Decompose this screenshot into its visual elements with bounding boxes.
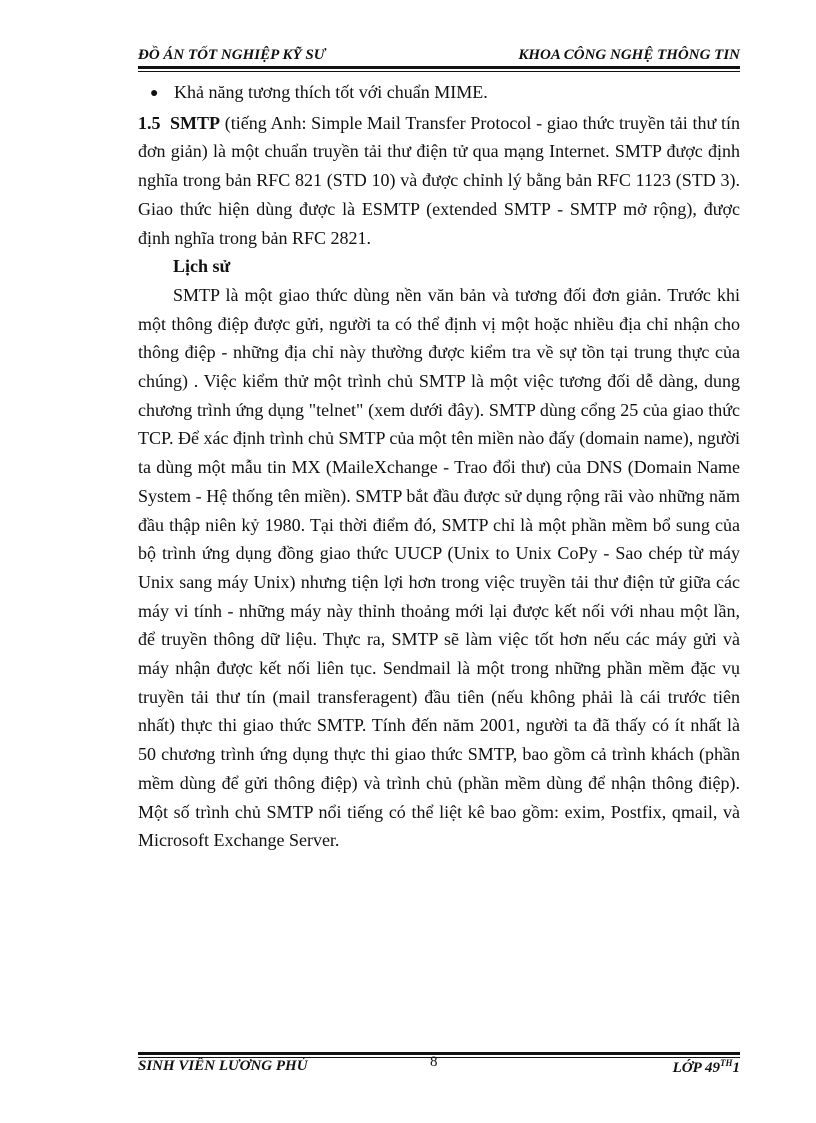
section-paragraph: [138, 109, 740, 253]
header-rule-thick: [138, 66, 740, 69]
page-number: 8: [430, 1054, 438, 1070]
header-right-text: KHOA CÔNG NGHỆ THÔNG TIN: [518, 47, 740, 63]
section-text: (tiếng Anh: Simple Mail Transfer Protocol - giao thức truyền tải thư tín đơn giản) là một chuẩn truyền tải thư điện tử qua mạng Internet. SMTP được định nghĩa trong bản RFC 821 (STD 10) và được chỉnh lý bằng bản RFC 1123 (STD 3). Giao thức hiện dùng được là ESMTP (extended SMTP - SMTP mở rộng), được định nghĩa trong bản RFC 2821.: [138, 112, 740, 248]
body-content: [138, 78, 740, 855]
history-paragraph: SMTP là một giao thức dùng nền văn bản và tương đối đơn giản. Trước khi một thông điệp được gửi, người ta có thể định vị một hoặc nhiều địa chỉ nhận cho thông điệp - những địa chỉ này thường được kiểm tra về sự tồn tại trung thực của chúng) . Việc kiểm thử một trình chủ SMTP là một việc tương đối dễ dàng, dung chương trình ứng dụng "telnet" (xem dưới đây). SMTP dùng cổng 25 của giao thức TCP. Để xác định trình chủ SMTP của một tên miền nào đấy (domain name), người ta dùng một mẫu tin MX (MaileXchange - Trao đổi thư) của DNS (Domain Name System - Hệ thống tên miền). SMTP bắt đầu được sử dụng rộng rãi vào những năm đầu thập niên kỷ 1980. Tại thời điểm đó, SMTP chỉ là một phần mềm bổ sung của bộ trình ứng dụng đồng giao thức UUCP (Unix to Unix CoPy - Sao chép từ máy Unix sang máy Unix) nhưng tiện lợi hơn trong việc truyền tải thư điện tử giữa các máy vi tính - những máy này thỉnh thoảng mới lại được kết nối với nhau một lần, để truyền thông dữ liệu. Thực ra, SMTP sẽ làm việc tốt hơn nếu các máy gửi và máy nhận được kết nối liên tục. Sendmail là một trong những phần mềm đặc vụ truyền tải thư tín (mail transferagent) đầu tiên (nếu không phải là cái trước tiên nhất) thực thi giao thức SMTP. Tính đến năm 2001, người ta đã thấy có ít nhất là 50 chương trình ứng dụng thực thi giao thức SMTP, bao gồm cả trình khách (phần mềm dùng để gửi thông điệp) và trình chủ (phần mềm dùng để nhận thông điệp). Một số trình chủ SMTP nổi tiếng có thể liệt kê bao gồm: exim, Postfix, qmail, và Microsoft Exchange Server.: [138, 284, 740, 851]
page-header: [138, 44, 740, 66]
footer-class-suffix: 1: [732, 1060, 740, 1076]
footer-right-text: [673, 1058, 740, 1077]
footer-left-text: SINH VIÊN LƯƠNG PHÚ: [138, 1058, 308, 1074]
footer-rule-thick: [138, 1052, 740, 1055]
header-left-text: ĐỒ ÁN TỐT NGHIỆP KỸ SƯ: [138, 47, 326, 63]
footer-class-prefix: LỚP 49: [672, 1060, 720, 1076]
section-term: SMTP: [169, 112, 220, 133]
bullet-text: Khả năng tương thích tốt với chuẩn MIME.: [174, 82, 488, 102]
bullet-dot-icon: ●: [150, 86, 159, 101]
subheading: Lịch sử: [173, 256, 231, 277]
footer-class-sup: TH: [720, 1058, 733, 1068]
section-number: 1.5: [138, 112, 161, 133]
page-footer: [138, 1054, 740, 1080]
bullet-item: [138, 78, 740, 109]
header-rule-thin: [138, 71, 740, 72]
